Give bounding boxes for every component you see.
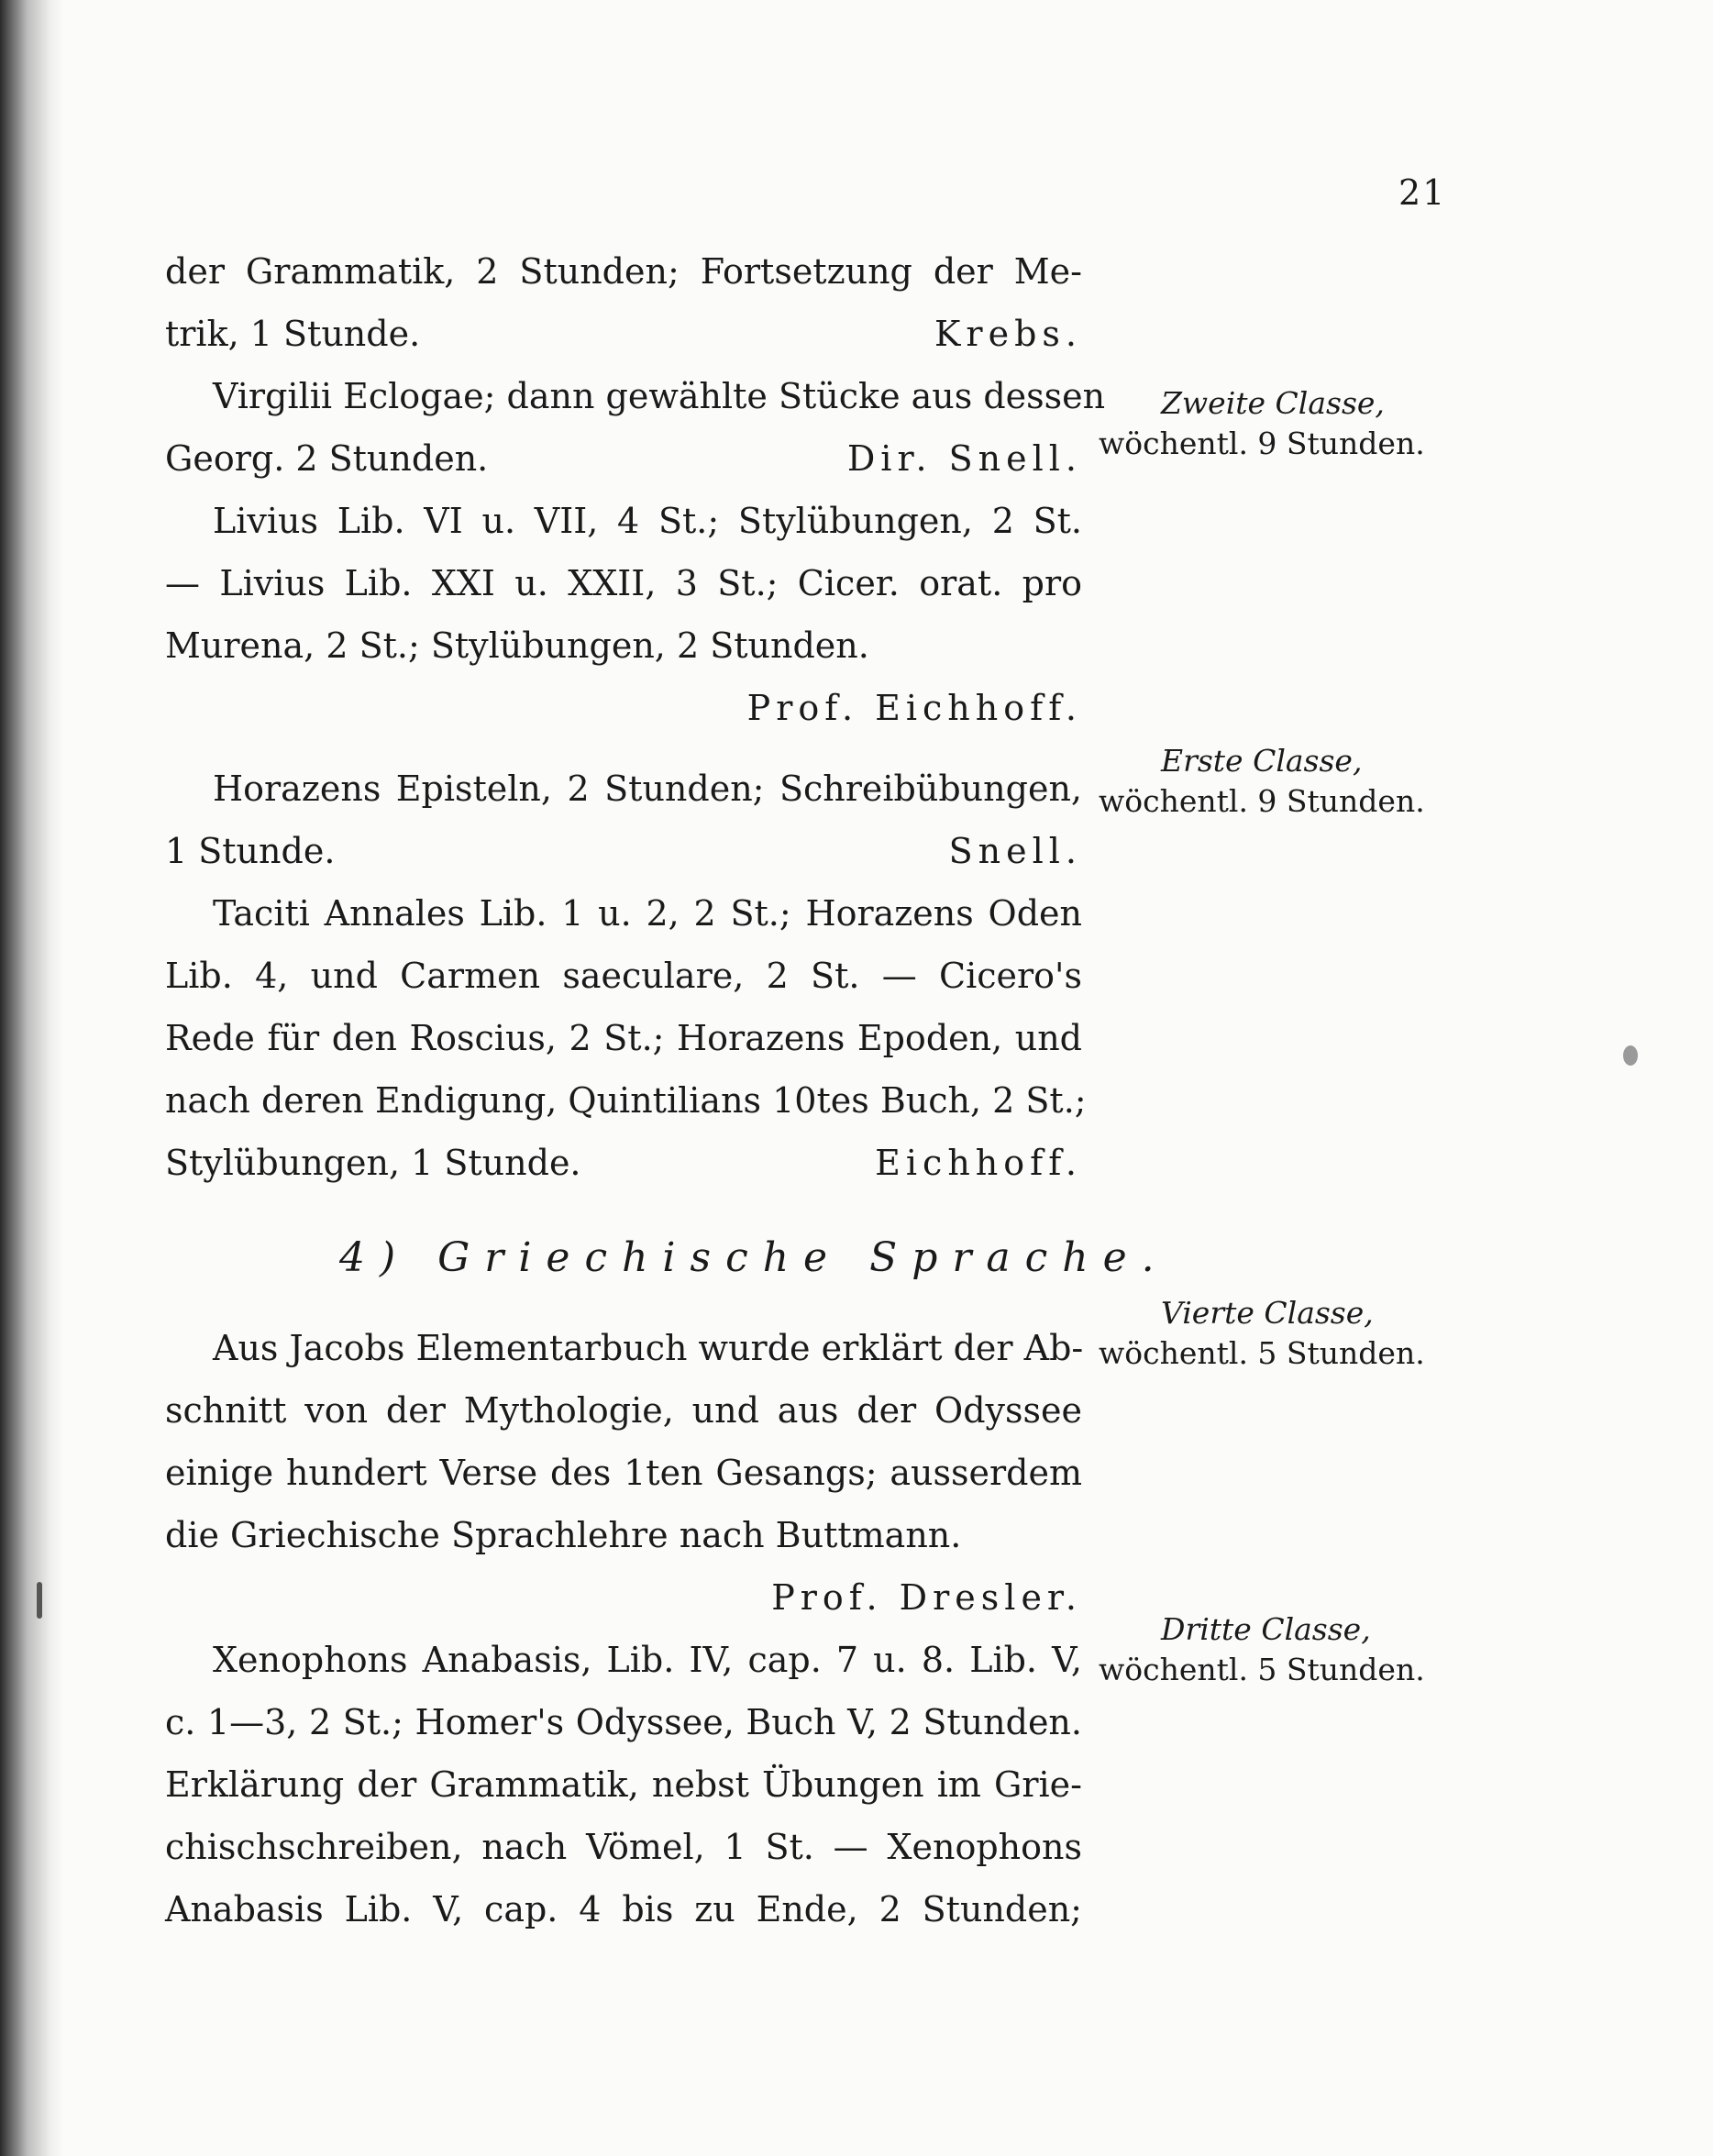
text-line: Anabasis Lib. V, cap. 4 bis zu Ende, 2 Stunden;	[165, 1889, 1082, 1929]
page-number: 21	[1398, 172, 1447, 213]
hours-label: wöchentl. 5 Stunden.	[1099, 1652, 1425, 1687]
text-line: die Griechische Sprachlehre nach Buttmann.	[165, 1515, 962, 1555]
text-line-with-signature	[165, 303, 1082, 365]
text-line: Virgilii Eclogae; dann gewählte Stücke aus dessen	[213, 376, 1106, 416]
margin-note-zweite-classe	[1099, 383, 1438, 464]
hours-label: wöchentl. 5 Stunden.	[1099, 1335, 1425, 1371]
paragraph-grammar-metrik	[165, 240, 1082, 365]
hours-label: wöchentl. 9 Stunden.	[1099, 783, 1425, 819]
text-line: chischschreiben, nach Vömel, 1 St. — Xenophons	[165, 1827, 1082, 1867]
hours-label: wöchentl. 9 Stunden.	[1099, 426, 1425, 461]
page-gutter	[0, 0, 64, 2156]
text-line: der Grammatik, 2 Stunden; Fortsetzung der Me-	[165, 251, 1082, 292]
text-line: Aus Jacobs Elementarbuch wurde erklärt der Ab-	[213, 1328, 1084, 1368]
paragraph-xenophon	[165, 1629, 1082, 1940]
text-line: Xenophons Anabasis, Lib. IV, cap. 7 u. 8. Lib. V,	[213, 1640, 1082, 1680]
paragraph-livius	[165, 490, 1082, 739]
text-line: Murena, 2 St.; Stylübungen, 2 Stunden.	[165, 625, 869, 666]
text-line: Lib. 4, und Carmen saeculare, 2 St. — Cicero's	[165, 956, 1082, 996]
text-line: schnitt von der Mythologie, und aus der Odyssee	[165, 1390, 1082, 1431]
text-line: — Livius Lib. XXI u. XXII, 3 St.; Cicer. orat. pro	[165, 563, 1082, 603]
ink-mark	[37, 1582, 42, 1619]
text-line: Livius Lib. VI u. VII, 4 St.; Stylübungen, 2 St.	[213, 501, 1082, 541]
spacer	[165, 739, 1082, 757]
teacher-signature: Snell.	[948, 831, 1082, 871]
ink-spot	[1623, 1045, 1638, 1066]
class-label: Erste Classe,	[1161, 743, 1363, 779]
text-line: Erklärung der Grammatik, nebst Übungen im Grie-	[165, 1764, 1082, 1805]
margin-note-dritte-classe	[1099, 1609, 1438, 1690]
section-heading: 4) Griechische Sprache.	[339, 1234, 1169, 1281]
paragraph-virgil	[165, 365, 1106, 490]
teacher-signature: Eichhoff.	[875, 1143, 1082, 1183]
paragraph-tacitus	[165, 882, 1087, 1194]
main-text-column	[165, 240, 1169, 1940]
text-line: nach deren Endigung, Quintilians 10tes Buch, 2 St.;	[165, 1080, 1087, 1121]
text-line: Georg. 2 Stunden.	[165, 438, 489, 479]
text-line: Taciti Annales Lib. 1 u. 2, 2 St.; Horazens Oden	[213, 893, 1082, 934]
paragraph-jacobs	[165, 1317, 1082, 1629]
teacher-signature: Dir. Snell.	[846, 438, 1082, 479]
margin-note-erste-classe	[1099, 741, 1438, 822]
text-line-with-signature	[165, 427, 1082, 490]
teacher-signature: Prof. Dresler.	[771, 1577, 1082, 1618]
teacher-signature: Krebs.	[934, 314, 1082, 354]
text-line: Rede für den Roscius, 2 St.; Horazens Epoden, und	[165, 1018, 1082, 1058]
text-line: Horazens Episteln, 2 Stunden; Schreibübungen,	[213, 768, 1082, 809]
text-line: Stylübungen, 1 Stunde.	[165, 1143, 581, 1183]
text-line-with-signature	[165, 820, 1082, 882]
teacher-signature: Prof. Eichhoff.	[746, 688, 1082, 728]
class-label: Zweite Classe,	[1161, 385, 1385, 421]
class-label: Vierte Classe,	[1161, 1295, 1374, 1331]
text-line: c. 1—3, 2 St.; Homer's Odyssee, Buch V, 2 Stunden.	[165, 1702, 1082, 1742]
text-line: einige hundert Verse des 1ten Gesangs; ausserdem	[165, 1453, 1082, 1493]
margin-note-vierte-classe	[1099, 1293, 1438, 1374]
text-line: trik, 1 Stunde.	[165, 314, 421, 354]
text-line-with-signature	[165, 1132, 1082, 1194]
class-label: Dritte Classe,	[1161, 1611, 1371, 1647]
text-line: 1 Stunde.	[165, 831, 336, 871]
paragraph-horaz-episteln	[165, 757, 1082, 882]
